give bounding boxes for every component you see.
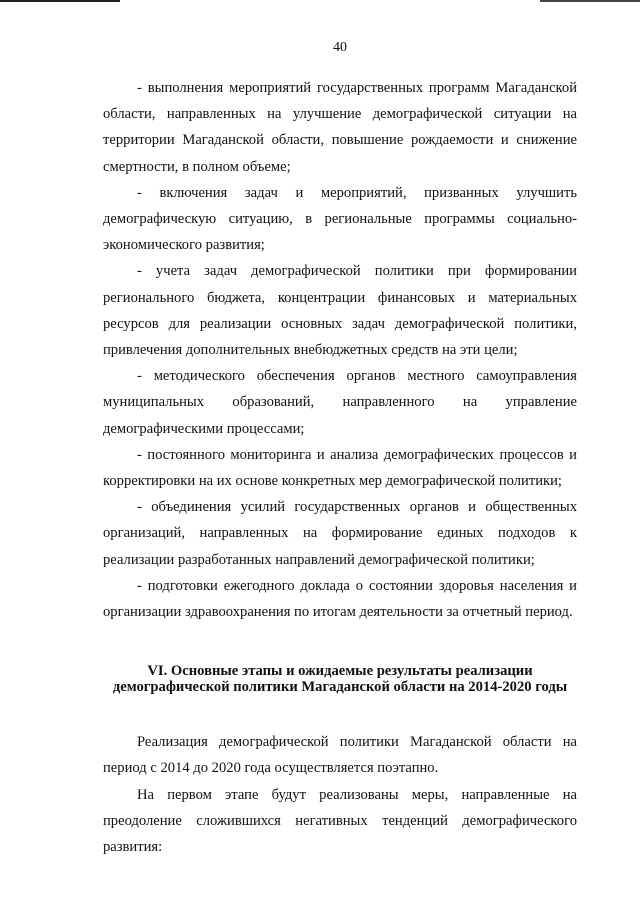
section-heading-line-1: VI. Основные этапы и ожидаемые результаты реализации — [147, 663, 533, 680]
list-item-methodical-support: - методического обеспечения органов местного самоуправления муниципальных образований, направленного на управление демографическими процессами; — [103, 368, 577, 437]
page-number: 40 — [333, 40, 347, 55]
document-body — [103, 75, 577, 860]
paragraph-implementation: Реализация демографической политики Магаданской области на период с 2014 до 2020 года осуществляется поэтапно. — [103, 734, 577, 777]
list-item-annual-report: - подготовки ежегодного доклада о состоянии здоровья населения и организации здравоохранения по итогам деятельности за отчетный период. — [103, 577, 577, 621]
list-item-programs: - выполнения мероприятий государственных программ Магаданской области, направленных на улучшение демографической ситуации на территории Магаданской области, повышение рождаемости и снижение смертности, в полном объеме; — [103, 80, 577, 175]
list-item-budget: - учета задач демографической политики при формировании регионального бюджета, концентрации финансовых и материальных ресурсов для реализации основных задач демографической политики, привлечения дополнительных внебюджетных средств на эти цели; — [103, 263, 577, 359]
list-item-regional-programs: - включения задач и мероприятий, призванных улучшить демографическую ситуацию, в региональные программы социально-экономического развития; — [103, 184, 577, 254]
section-heading — [103, 663, 577, 695]
top-rule-left — [0, 0, 120, 2]
section-heading-line-2: демографической политики Магаданской области на 2014-2020 годы — [112, 679, 568, 696]
top-rule-right — [540, 0, 640, 2]
list-item-cooperation: - объединения усилий государственных органов и общественных организаций, направленных на формирование единых подходов к реализации разработанных направлений демографической политики; — [103, 499, 577, 568]
paragraph-first-stage: На первом этапе будут реализованы меры, направленные на преодоление сложившихся негативных тенденций демографического развития: — [103, 786, 577, 856]
list-item-monitoring: - постоянного мониторинга и анализа демографических процессов и корректировки на их основе конкретных мер демографической политики; — [103, 446, 577, 490]
